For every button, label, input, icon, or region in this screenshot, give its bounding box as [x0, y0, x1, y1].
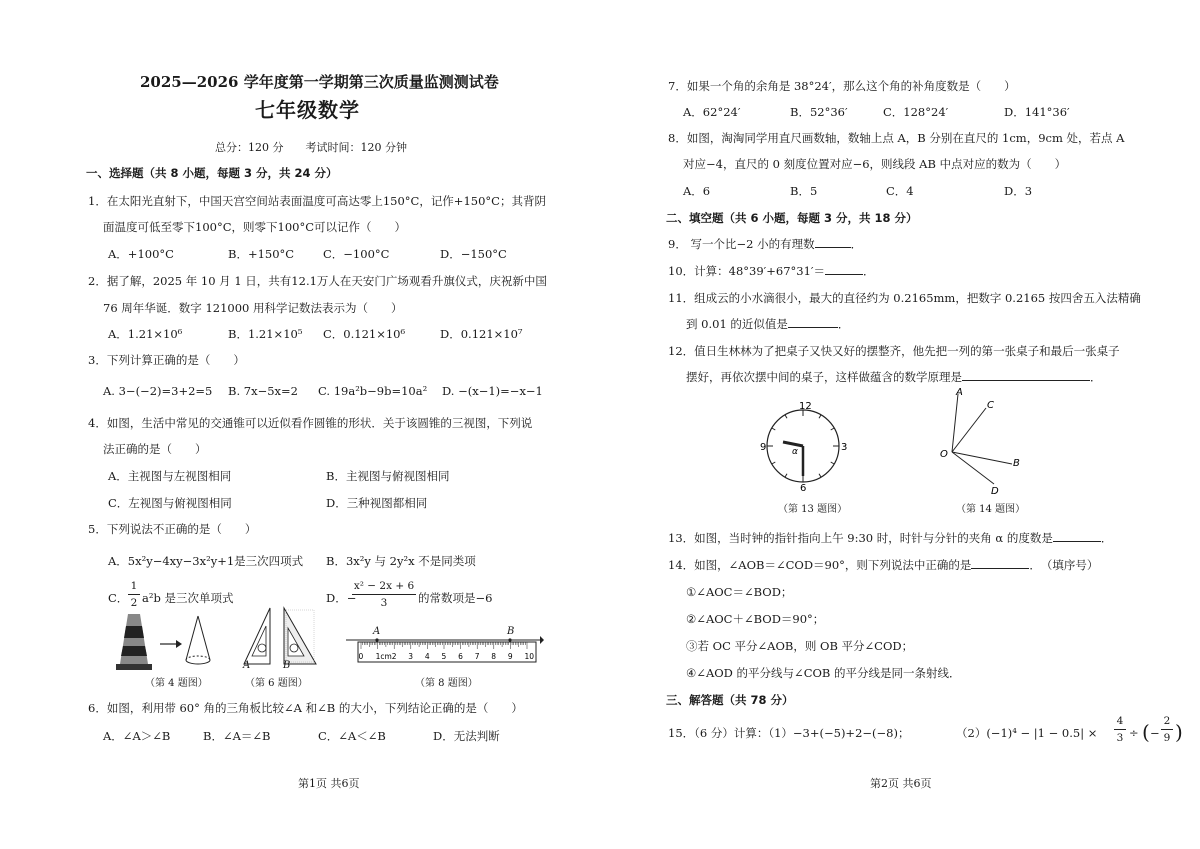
q7-option-d: D．141°36′	[1004, 105, 1070, 119]
score-info: 总分：120 分 考试时间：120 分钟	[215, 141, 407, 154]
figure-13-clock	[758, 398, 848, 494]
q12-text: 摆好，再依次摆中间的桌子，这样做蕴含的数学原理是	[686, 370, 962, 384]
q15-frac2-denominator: 9	[1163, 732, 1171, 744]
ruler-tick-label: 9	[507, 652, 513, 661]
q5-option-c-numerator: 1	[130, 580, 138, 592]
q8-line2: 对应−4，直尺的 0 刻度位置对应−6，则线段 AB 中点对应的数为（ ）	[683, 157, 1067, 171]
q1-option-d: D．−150°C	[440, 247, 507, 261]
q9-answer-blank[interactable]	[815, 236, 851, 248]
q5-option-d-text: 的常数项是−6	[418, 591, 493, 605]
q13-answer-blank[interactable]	[1053, 530, 1101, 542]
q1-line2: 面温度可低至零下100°C，则零下100°C可以记作（ ）	[103, 220, 406, 234]
ruler-tick-label: 6	[458, 652, 463, 661]
q3-stem: 3．下列计算正确的是（ ）	[88, 353, 245, 367]
figure-6	[240, 604, 320, 670]
section-heading-2: 二、填空题（共 6 小题，每题 3 分，共 18 分）	[666, 211, 918, 225]
q5-option-d-numerator: x² − 2x + 6	[353, 580, 415, 592]
section-heading-3: 三、解答题（共 78 分）	[666, 693, 794, 707]
fig14-label-o: O	[940, 449, 948, 460]
q14-statement-4: ④∠AOD 的平分线与∠COB 的平分线是同一条射线．	[686, 666, 961, 680]
q15-paren-close: )	[1175, 720, 1183, 744]
q5-option-c-text: a²b 是三次单项式	[142, 591, 234, 605]
q5-stem: 5．下列说法不正确的是（ ）	[88, 522, 257, 536]
q8-option-a: A．6	[683, 184, 711, 198]
figure-8-label-a: A	[373, 626, 381, 637]
clock-alpha: α	[792, 447, 798, 457]
q7-option-a: A．62°24′	[683, 105, 741, 119]
q13-text: 13．如图，当时钟的指针指向上午 9:30 时，时针与分针的夹角 α 的度数是	[668, 531, 1053, 545]
q14-text: 14．如图，∠AOB＝∠COD＝90°，则下列说法中正确的是	[668, 558, 972, 572]
fig14-label-b: B	[1013, 458, 1020, 469]
clock-number-6: 6	[800, 483, 807, 494]
q5-option-b: B．3x²y 与 2y²x 不是同类项	[326, 554, 476, 568]
q3-option-b: B. 7x−5x=2	[228, 384, 298, 398]
figure-4	[112, 610, 222, 674]
q6-option-b: B．∠A＝∠B	[203, 729, 271, 743]
q15-frac1-numerator: 4	[1116, 715, 1124, 727]
fig14-label-d: D	[991, 486, 999, 496]
q7-option-c: C．128°24′	[883, 105, 949, 119]
ruler-tick-label: 2	[391, 652, 397, 661]
figure-14-caption: （第 14 题图）	[956, 504, 1026, 515]
q11-answer-blank[interactable]	[788, 316, 838, 328]
q12-line1: 12．值日生林林为了把桌子又快又好的摆整齐，他先把一列的第一张桌子和最后一张桌子	[668, 344, 1120, 358]
ray-ob	[952, 452, 1012, 464]
figure-13-caption: （第 13 题图）	[778, 504, 848, 515]
q2-option-a: A．1.21×10⁶	[108, 327, 183, 341]
q15-part2-lead: （2）(−1)⁴ − |1 − 0.5| ×	[956, 726, 1098, 740]
q8-option-b: B．5	[790, 184, 818, 198]
ray-oa	[952, 394, 958, 452]
q2-option-b: B．1.21×10⁵	[228, 327, 303, 341]
q15-frac1-bar	[1114, 729, 1126, 730]
page-footer-left: 第1页 共6页	[298, 777, 360, 790]
q7-stem: 7．如果一个角的余角是 38°24′，那么这个角的补角度数是（ ）	[668, 79, 1016, 93]
subject-title: 七年级数学	[255, 98, 360, 122]
q6-option-d: D．无法判断	[433, 729, 500, 743]
q4-option-b: B．主视图与俯视图相同	[326, 469, 450, 483]
clock-number-3: 3	[841, 442, 848, 453]
right-page	[600, 0, 1200, 849]
q15-frac2-numerator: 2	[1163, 715, 1171, 727]
fig14-label-c: C	[987, 400, 994, 411]
q15-part1: 15．（6 分）计算：（1）−3+(−5)+2−(−8)；	[668, 726, 910, 740]
q2-option-c: C．0.121×10⁶	[323, 327, 406, 341]
q11-line2: 到 0.01 的近似值是 ．	[686, 317, 850, 331]
q5-option-d-fraction-bar	[352, 594, 416, 595]
q14-statement-2: ②∠AOC＋∠BOD＝90°；	[686, 612, 825, 626]
q4-line1: 4．如图，生活中常见的交通锥可以近似看作圆锥的形状．关于该圆锥的三视图，下列说	[88, 416, 533, 430]
q5-option-c-denominator: 2	[130, 597, 138, 609]
q15-frac1-denominator: 3	[1116, 732, 1124, 744]
ruler-tick-label: 8	[491, 652, 497, 661]
point-a	[375, 638, 378, 641]
q10-text: 10．计算：48°39′+67°31′＝	[668, 264, 826, 278]
q7-option-b: B．52°36′	[790, 105, 848, 119]
q9-text: 9． 写一个比−2 小的有理数	[668, 237, 815, 251]
q2-line2: 76 周年华诞．数字 121000 用科学记数法表示为（ ）	[103, 301, 403, 315]
q10-stem: 10．计算：48°39′+67°31′＝ ．	[668, 264, 875, 278]
q3-option-d: D. −(x−1)=−x−1	[442, 384, 543, 398]
q5-option-d-label: D．−	[326, 591, 357, 605]
q1-line1: 1．在太阳光直射下，中国天宫空间站表面温度可高达零上150°C，记作+150°C；其背阴	[88, 194, 546, 208]
figure-4-caption: （第 4 题图）	[145, 678, 208, 689]
q11-line1: 11．组成云的小水滴很小，最大的直径约为 0.2165mm，把数字 0.2165 按四舍五入法精确	[668, 291, 1141, 305]
point-b	[508, 638, 511, 641]
q14-tail: （填序号）	[1046, 558, 1099, 572]
q14-answer-blank[interactable]	[971, 557, 1029, 569]
q4-option-c: C．左视图与俯视图相同	[108, 496, 232, 510]
figure-6-caption: （第 6 题图）	[245, 678, 308, 689]
q4-option-a: A．主视图与左视图相同	[108, 469, 232, 483]
q15-divide: ÷	[1129, 726, 1139, 740]
q14-statement-1: ①∠AOC＝∠BOD；	[686, 585, 793, 599]
ruler-tick-label: 10	[524, 652, 535, 661]
q1-option-c: C．−100°C	[323, 247, 390, 261]
q11-text: 到 0.01 的近似值是	[686, 317, 788, 331]
q13-stem: 13．如图，当时钟的指针指向上午 9:30 时，时针与分针的夹角 α 的度数是 ．	[668, 531, 1113, 545]
q5-option-c-label: C．	[108, 591, 129, 605]
exam-title: 2025—2026 学年度第一学期第三次质量监测测试卷	[140, 73, 499, 91]
q12-answer-blank[interactable]	[962, 369, 1090, 381]
ruler-tick-label: 7	[474, 652, 480, 661]
section-heading-1: 一、选择题（共 8 小题，每题 3 分，共 24 分）	[86, 166, 338, 180]
q4-option-d: D．三种视图都相同	[326, 496, 428, 510]
q15-frac2-bar	[1161, 729, 1173, 730]
q14-statement-3: ③若 OC 平分∠AOB，则 OB 平分∠COD；	[686, 639, 914, 653]
q5-option-d-denominator: 3	[380, 597, 388, 609]
figure-8-label-b: B	[507, 626, 515, 637]
q2-option-d: D．0.121×10⁷	[440, 327, 523, 341]
figure-6-label-a: A	[243, 660, 251, 671]
ray-od	[952, 452, 994, 484]
q6-option-c: C．∠A＜∠B	[318, 729, 386, 743]
q8-option-d: D．3	[1004, 184, 1033, 198]
clock-number-12: 12	[799, 401, 812, 412]
q2-line1: 2．据了解，2025 年 10 月 1 日，共有12.1万人在天安门广场观看升旗仪式，庆祝新中国	[88, 274, 547, 288]
traffic-cone-icon	[116, 614, 152, 670]
ruler-tick-label: 3	[408, 652, 414, 661]
figure-8-caption: （第 8 题图）	[415, 678, 478, 689]
q10-answer-blank[interactable]	[825, 263, 863, 275]
q6-option-a: A．∠A＞∠B	[103, 729, 171, 743]
q3-option-a: A. 3−(−2)=3+2=5	[103, 384, 213, 398]
arrow-icon	[160, 640, 182, 648]
q5-option-a: A．5x²y−4xy−3x²y+1是三次四项式	[108, 554, 304, 568]
q1-option-b: B．+150°C	[228, 247, 295, 261]
cone-icon	[186, 616, 210, 664]
figure-14-rays	[938, 386, 1038, 496]
fig14-label-a: A	[956, 387, 963, 398]
q3-option-c: C. 19a²b−9b=10a²	[318, 384, 428, 398]
clock-number-9: 9	[760, 442, 767, 453]
q15-minus: −	[1150, 726, 1160, 740]
q8-line1: 8．如图，淘淘同学用直尺画数轴，数轴上点 A，B 分别在直尺的 1cm，9cm 处，若点 A	[668, 131, 1125, 145]
page-footer-right: 第2页 共6页	[870, 777, 932, 790]
q5-option-c-fraction-bar	[128, 594, 140, 595]
ruler-tick-label: 1cm	[375, 652, 392, 661]
figure-6-label-b: B	[283, 660, 291, 671]
q15-paren-open: (	[1142, 720, 1150, 744]
ruler-tick-label: 4	[424, 652, 430, 661]
q4-line2: 法正确的是（ ）	[103, 442, 207, 456]
q1-option-a: A．+100°C	[108, 247, 174, 261]
ruler-tick-label: 0	[358, 652, 364, 661]
ray-oc	[952, 408, 986, 452]
q12-line2: 摆好，再依次摆中间的桌子，这样做蕴含的数学原理是 ．	[686, 370, 1102, 384]
q8-option-c: C．4	[886, 184, 914, 198]
q14-stem: 14．如图，∠AOB＝∠COD＝90°，则下列说法中正确的是 ． （填序号）	[668, 558, 1099, 572]
q6-stem: 6．如图，利用带 60° 角的三角板比较∠A 和∠B 的大小，下列结论正确的是（ ）	[88, 701, 523, 715]
ruler-tick-label: 5	[441, 652, 447, 661]
q9-stem: 9． 写一个比−2 小的有理数 ．	[668, 237, 863, 251]
